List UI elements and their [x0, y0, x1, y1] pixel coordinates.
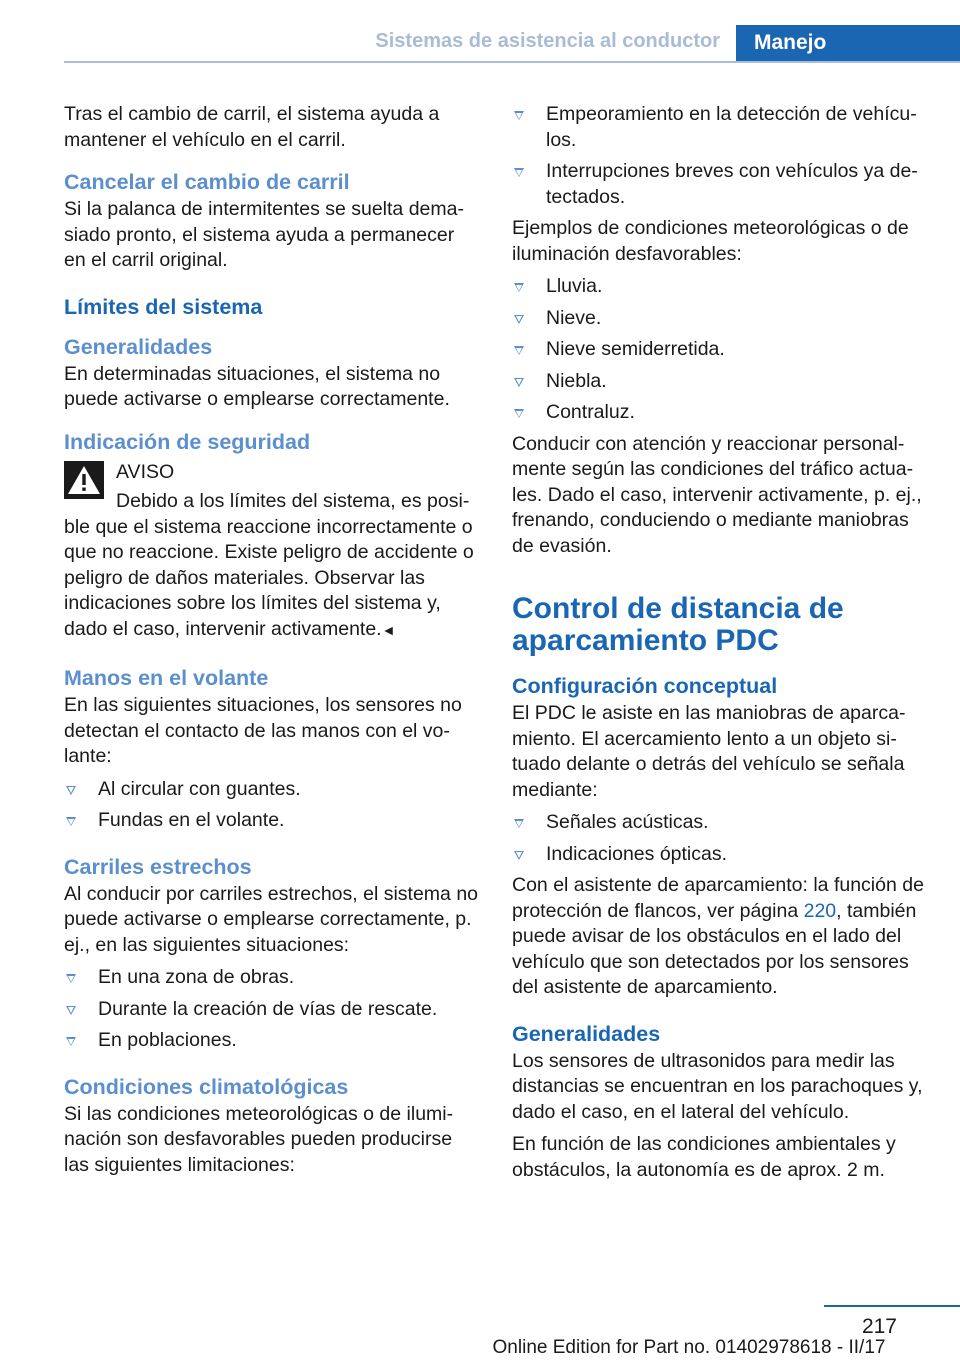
- header-rule: [64, 61, 960, 63]
- warning-paragraph: [64, 489, 478, 643]
- general-heading: Generalidades: [64, 334, 213, 359]
- narrow-paragraph: Al conducir por carriles estrechos, el sistema no puede activarse o emplearse correctamente, p. ej., en las siguientes situaciones:: [64, 882, 479, 956]
- edition-footer: Online Edition for Part no. 01402978618 - II/17: [492, 1337, 886, 1358]
- intro-paragraph: Tras el cambio de carril, el sistema ayuda a mantener el vehículo en el carril.: [64, 103, 440, 151]
- safety-heading: Indicación de seguridad: [64, 429, 311, 454]
- weather-heading: Condiciones climatológicas: [64, 1074, 349, 1099]
- drive-paragraph: Conducir con atención y reaccionar personalmente según las condiciones del tráfico actuales. Dado el caso, intervenir activamente, p. ej., frenando, conduciendo o mediante maniobras de evasión.: [512, 432, 922, 557]
- cancel-heading: Cancelar el cambio de carril: [64, 170, 350, 194]
- page-number: 217: [861, 1315, 897, 1338]
- right-column: [512, 102, 928, 1190]
- hands-heading: Manos en el volante: [64, 666, 269, 690]
- list-item: Nieve semiderretida.: [512, 337, 928, 363]
- examples-paragraph: Ejemplos de condiciones meteorológicas o de iluminación desfavorables:: [512, 217, 909, 265]
- running-header-section: Sistemas de asistencia al conductor: [375, 30, 720, 52]
- hands-paragraph: En las siguientes situaciones, los sensores no detectan el contacto de las manos con el volante:: [64, 694, 462, 767]
- list-item: Lluvia.: [512, 274, 928, 300]
- general-paragraph: En determinadas situaciones, el sistema no puede activarse o emplearse correctamente.: [64, 362, 450, 410]
- list-item: Empeoramiento en la detección de vehículos.: [512, 102, 928, 153]
- concept-paragraph: El PDC le asiste en las maniobras de aparcamiento. El acercamiento lento a un objeto situado delante o detrás del vehículo se señala mediante:: [512, 702, 906, 801]
- warning-triangle-icon: [64, 461, 104, 499]
- general2-paragraph-2: En función de las condiciones ambientales y obstáculos, la autonomía es de aprox. 2 m.: [512, 1133, 896, 1181]
- limits-heading: Límites del sistema: [64, 294, 263, 319]
- weather-list: [512, 102, 928, 210]
- list-item: Interrupciones breves con vehículos ya detectados.: [512, 159, 928, 210]
- list-item: Nieve.: [512, 306, 928, 332]
- list-item: Durante la creación de vías de rescate.: [64, 997, 478, 1023]
- page-link-220[interactable]: 220: [803, 899, 837, 922]
- narrow-heading: Carriles estrechos: [64, 854, 252, 879]
- list-item: Contraluz.: [512, 400, 928, 426]
- concept-list: [512, 810, 928, 867]
- weather-paragraph: Si las condiciones meteorológicas o de iluminación son desfavorables pueden producirse las siguientes limitaciones:: [64, 1102, 454, 1176]
- general2-heading: Generalidades: [512, 1021, 661, 1046]
- warning-block: [64, 457, 478, 644]
- list-item: Indicaciones ópticas.: [512, 842, 928, 868]
- left-column: [64, 102, 478, 1185]
- examples-list: [512, 274, 928, 426]
- list-item: Fundas en el volante.: [64, 808, 478, 834]
- assist-paragraph: Con el asistente de aparcamiento: la función de protección de flancos, ver página 220, también puede avisar de los obstáculos en el lado del vehículo que son detectados por los sensores del asistente de aparcamiento.: [512, 874, 924, 998]
- cancel-paragraph: Si la palanca de intermitentes se suelta demasiado pronto, el sistema ayuda a permanecer en el carril original.: [64, 198, 464, 271]
- warning-text: Debido a los límites del sistema, es posible que el sistema reaccione incorrectamente o que no reaccione. Existe peligro de accidente o peligro de daños materiales. Observar las indicaciones sobre los límites del sistema y, dado el caso, intervenir activamente.: [64, 490, 474, 640]
- end-mark: ◄: [381, 621, 396, 638]
- narrow-list: [64, 965, 478, 1054]
- list-item: Al circular con guantes.: [64, 777, 478, 803]
- warning-label: AVISO: [116, 460, 175, 483]
- list-item: Niebla.: [512, 369, 928, 395]
- concept-heading: Configuración conceptual: [512, 674, 778, 698]
- hands-list: [64, 777, 478, 834]
- pdc-heading: Control de distancia de aparcamiento PDC: [512, 592, 844, 657]
- list-item: En poblaciones.: [64, 1028, 478, 1054]
- running-header-chapter: Manejo: [736, 25, 960, 61]
- list-item: Señales acústicas.: [512, 810, 928, 836]
- general2-paragraph-1: Los sensores de ultrasonidos para medir las distancias se encuentran en los parachoques y, dado el caso, en el lateral del vehículo.: [512, 1049, 923, 1123]
- footer-rule: [824, 1305, 960, 1307]
- list-item: En una zona de obras.: [64, 965, 478, 991]
